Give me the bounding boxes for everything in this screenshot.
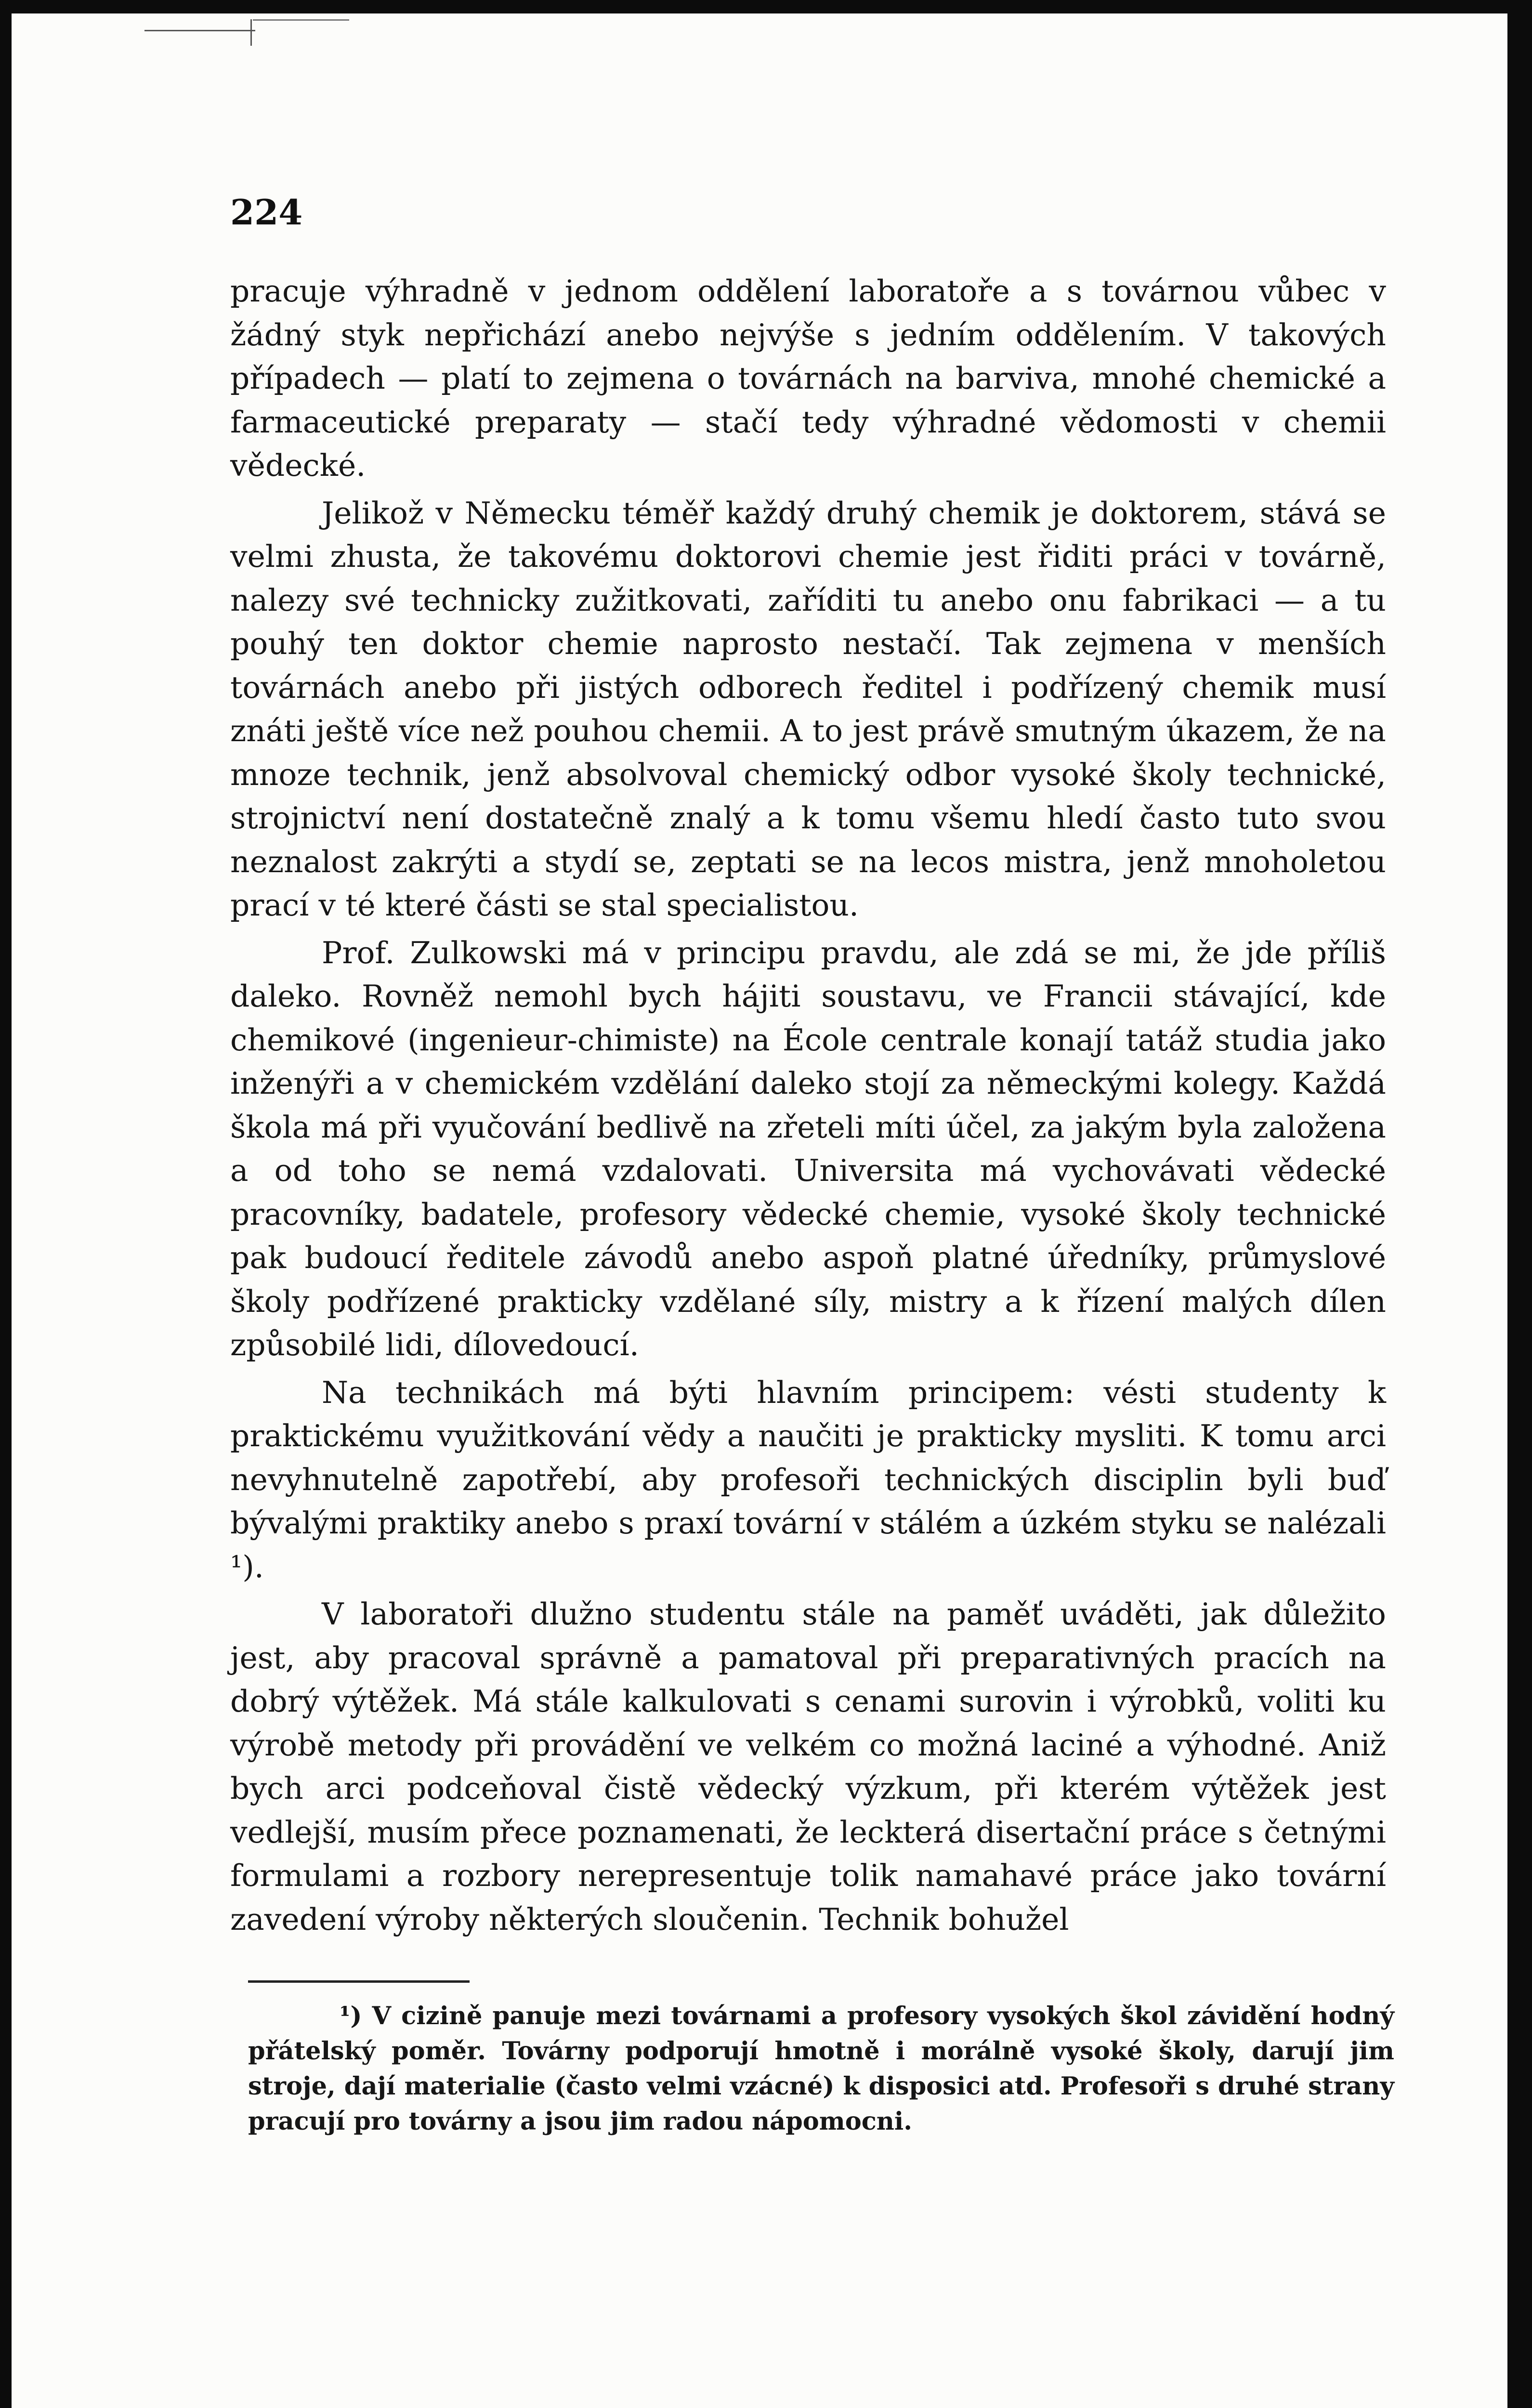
scan-artifact-mark: [250, 19, 252, 46]
footnotes: [248, 1999, 1394, 2139]
paragraph: V laboratoři dlužno studentu stále na paměť uváděti, jak důležito jest, aby pracoval správně a pamatoval při preparativných pracích na dobrý výtěžek. Má stále kalkulovati s cenami surovin i výrobků, voliti ku výrobě metody při provádění ve velkém co možná laciné a výhodné. Aniž bych arci podceňoval čistě vědecký výzkum, při kterém výtěžek jest vedlejší, musím přece poznamenati, že leckterá disertační práce s četnými formulami a rozbory nerepresentuje tolik namahavé práce jako tovární zavedení výroby některých sloučenin. Technik bohužel: [230, 1597, 1386, 1937]
paragraph: Prof. Zulkowski má v principu pravdu, ale zdá se mi, že jde příliš daleko. Rovněž nemohl bych hájiti soustavu, ve Francii stávající, kde chemikové (ingenieur-chimiste) na École centrale konají tatáž studia jako inženýři a v chemickém vzdělání daleko stojí za německými kolegy. Každá škola má při vyučování bedlivě na zřeteli míti účel, za jakým byla založena a od toho se nemá vzdalovati. Universita má vychovávati vědecké pracovníky, badatele, profesory vědecké chemie, vysoké školy technické pak budoucí ředitele závodů anebo aspoň platné úředníky, průmyslové školy podřízené prakticky vzdělané síly, mistry a k řízení malých dílen způsobilé lidi, dílovedoucí.: [230, 935, 1386, 1362]
paragraph: pracuje výhradně v jednom oddělení laboratoře a s továrnou vůbec v žádný styk nepřichází anebo nejvýše s jedním oddělením. V takových případech — platí to zejmena o továrnách na barviva, mnohé chemické a farmaceutické preparaty — stačí tedy výhradné vědomosti v chemii vědecké.: [230, 274, 1386, 483]
footnote-divider: [248, 1980, 470, 1983]
footnote: ¹) V cizině panuje mezi továrnami a profesory vysokých škol závidění hodný přátelský poměr. Továrny podporují hmotně i morálně vysoké školy, darují jim stroje, dají materialie (často velmi vzácné) k disposici atd. Profesoři s druhé strany pracují pro továrny a jsou jim radou nápomocni.: [248, 2002, 1394, 2136]
page-number: 224: [230, 192, 303, 233]
paragraph: Jelikož v Německu téměř každý druhý chemik je doktorem, stává se velmi zhusta, že takovému doktorovi chemie jest řiditi práci v továrně, nalezy své technicky zužitkovati, zaříditi tu anebo onu fabrikaci — a tu pouhý ten doktor chemie naprosto nestačí. Tak zejmena v menších továrnách anebo při jistých odborech ředitel i podřízený chemik musí znáti ještě více než pouhou chemii. A to jest právě smutným úkazem, že na mnoze technik, jenž absolvoval chemický odbor vysoké školy technické, strojnictví není dostatečně znalý a k tomu všemu hledí často tuto svou neznalost zakrýti a stydí se, zeptati se na lecos mistra, jenž mnoholetou prací v té které části se stal specialistou.: [230, 495, 1386, 923]
paragraph: Na technikách má býti hlavním principem: vésti studenty k praktickému využitkování vědy a naučiti je prakticky mysliti. K tomu arci nevyhnutelně zapotřebí, aby profesoři technických disciplin byli buď bývalými praktiky anebo s praxí tovární v stálém a úzkém styku se nalézali ¹).: [230, 1374, 1386, 1584]
main-text: [230, 270, 1386, 1941]
scan-artifact-line-2: [253, 19, 349, 21]
scan-artifact-line: [144, 30, 255, 31]
